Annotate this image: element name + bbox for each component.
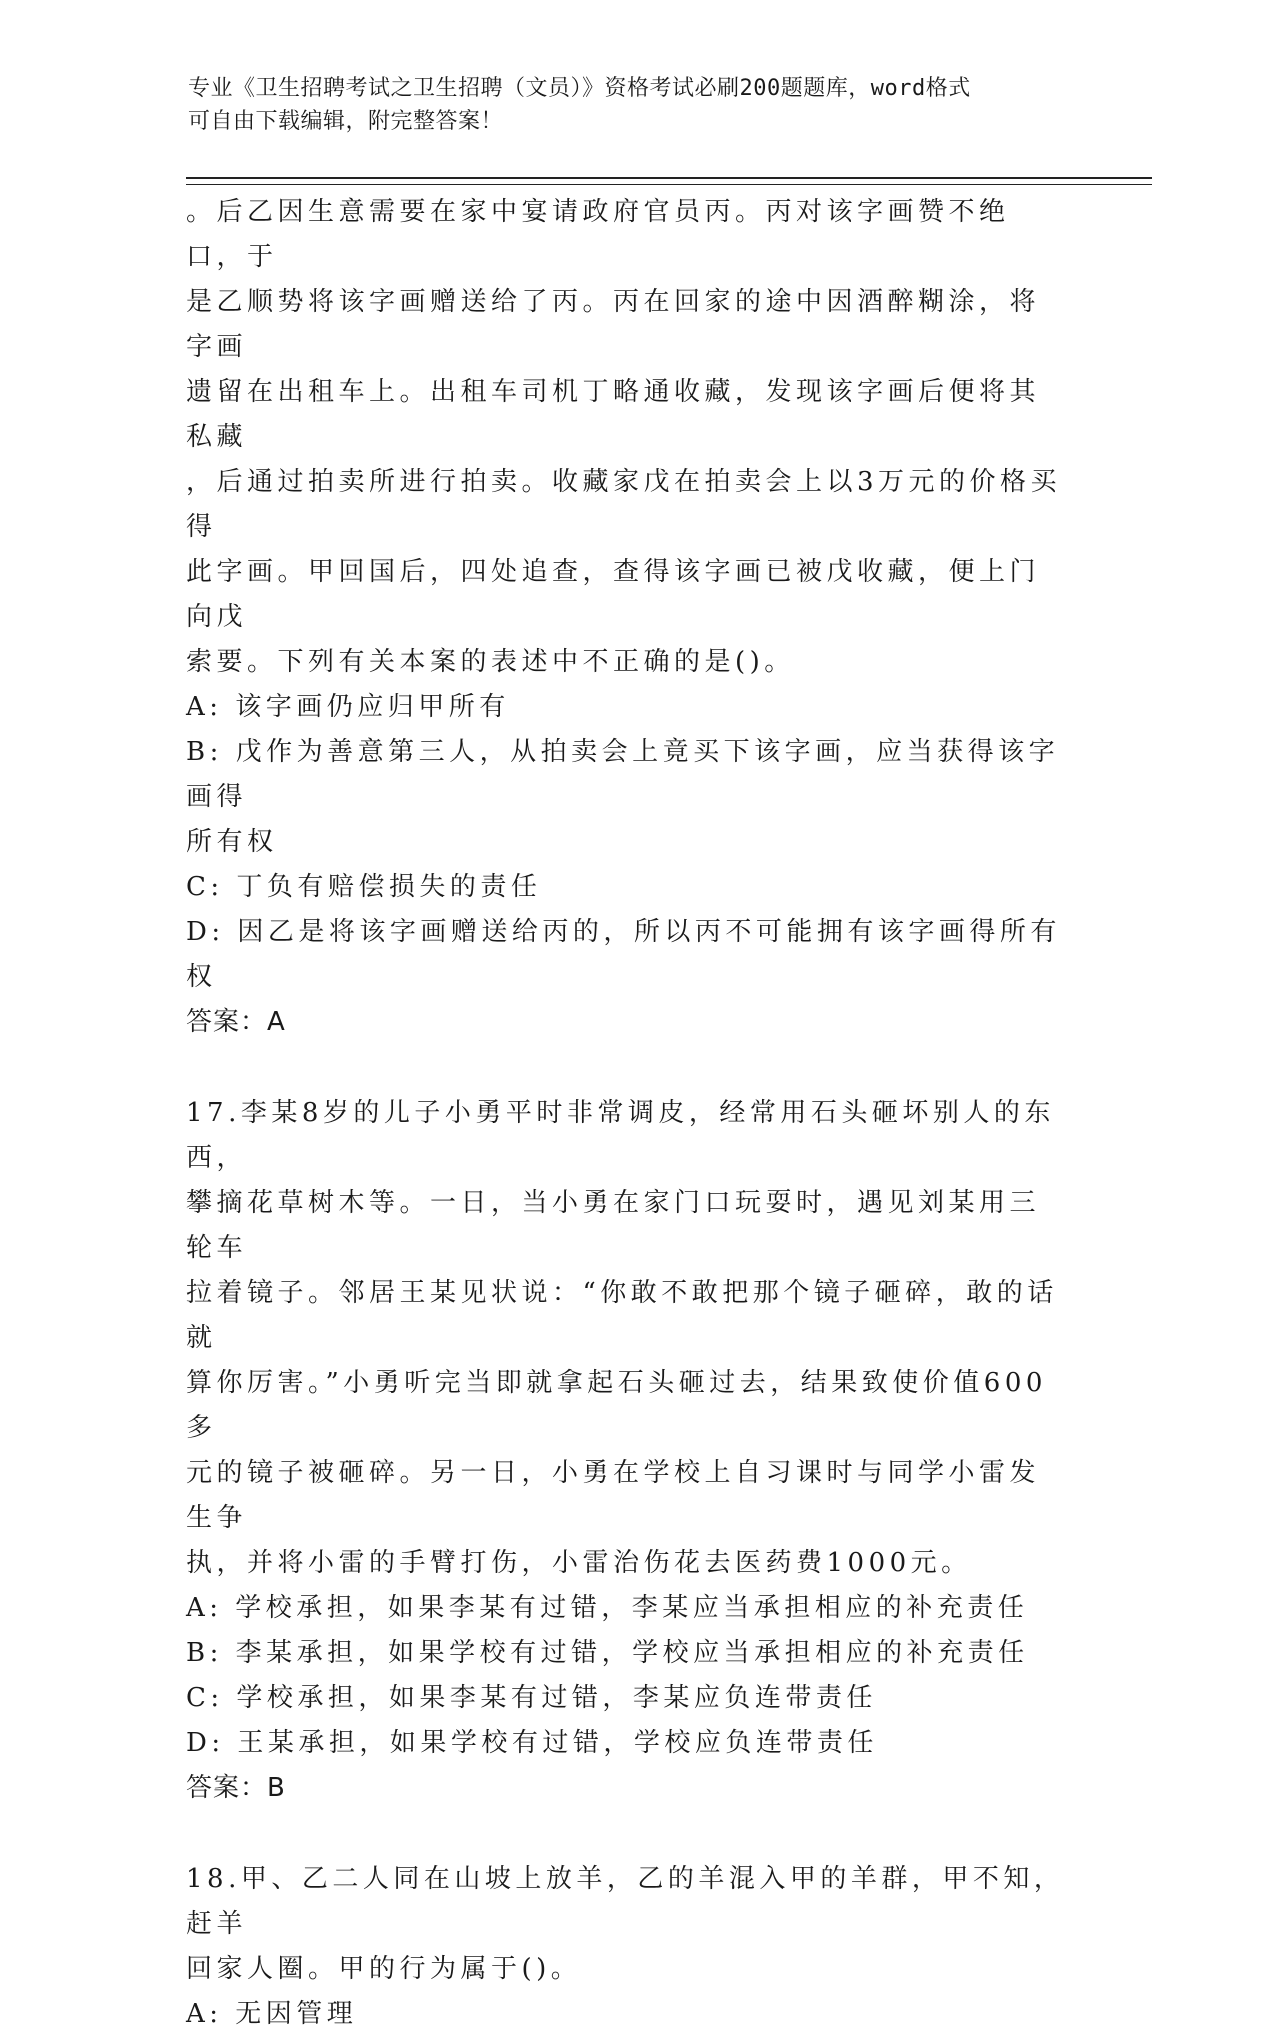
answer-label: 答案：B — [186, 1773, 286, 1803]
question-text-line: 索要。下列有关本案的表述中不正确的是()。 — [186, 647, 795, 677]
question-text-line: 此字画。甲回国后，四处追查，查得该字画已被戊收藏，便上门向戊 — [186, 557, 1041, 632]
option-c: C: 学校承担，如果李某有过错，李某应负连带责任 — [186, 1683, 877, 1713]
option-b-continued: 所有权 — [186, 827, 278, 857]
option-a: A: 该字画仍应归甲所有 — [186, 692, 510, 722]
question-16 — [186, 190, 1066, 1045]
question-18 — [186, 1857, 1066, 2037]
question-text-line: 拉着镜子。邻居王某见状说：“你敢不敢把那个镜子砸碎，敢的话就 — [186, 1278, 1058, 1353]
page-header — [188, 72, 1068, 138]
question-text-line: 回家人圈。甲的行为属于()。 — [186, 1954, 582, 1984]
header-divider — [186, 177, 1152, 185]
question-text-line: 遗留在出租车上。出租车司机丁略通收藏，发现该字画后便将其私藏 — [186, 377, 1041, 452]
option-b: B: 李某承担，如果学校有过错，学校应当承担相应的补充责任 — [186, 1638, 1029, 1668]
option-b: B: 戊作为善意第三人，从拍卖会上竟买下该字画，应当获得该字画得 — [186, 737, 1060, 812]
question-text-line: 算你厉害。”小勇听完当即就拿起石头砸过去，结果致使价值600多 — [186, 1368, 1047, 1443]
option-a: A: 学校承担，如果李某有过错，李某应当承担相应的补充责任 — [186, 1593, 1029, 1623]
question-text-line: 。后乙因生意需要在家中宴请政府官员丙。丙对该字画赞不绝口，于 — [186, 197, 1010, 272]
question-text-line: ，后通过拍卖所进行拍卖。收藏家戊在拍卖会上以3万元的价格买得 — [186, 467, 1062, 542]
question-text-line: 元的镜子被砸碎。另一日，小勇在学校上自习课时与同学小雷发生争 — [186, 1458, 1041, 1533]
question-text-line: 17.李某8岁的儿子小勇平时非常调皮，经常用石头砸坏别人的东西， — [186, 1098, 1055, 1173]
header-line-1: 专业《卫生招聘考试之卫生招聘（文员）》资格考试必刷200题题库，word格式 — [188, 76, 971, 101]
question-text-line: 执，并将小雷的手臂打伤，小雷治伤花去医药费1000元。 — [186, 1548, 972, 1578]
question-text-line: 是乙顺势将该字画赠送给了丙。丙在回家的途中因酒醉糊涂，将字画 — [186, 287, 1041, 362]
option-a: A: 无因管理 — [186, 1999, 358, 2029]
option-d: D: 因乙是将该字画赠送给丙的，所以丙不可能拥有该字画得所有权 — [186, 917, 1061, 992]
document-body — [186, 190, 1066, 2037]
question-text-line: 18.甲、乙二人同在山坡上放羊，乙的羊混入甲的羊群，甲不知，赶羊 — [186, 1864, 1065, 1939]
question-17 — [186, 1091, 1066, 1811]
answer-label: 答案：A — [186, 1007, 286, 1037]
option-d: D: 王某承担，如果学校有过错，学校应负连带责任 — [186, 1728, 878, 1758]
option-c: C: 丁负有赔偿损失的责任 — [186, 872, 542, 902]
header-line-2: 可自由下载编辑，附完整答案！ — [188, 109, 504, 134]
question-text-line: 攀摘花草树木等。一日，当小勇在家门口玩耍时，遇见刘某用三轮车 — [186, 1188, 1041, 1263]
